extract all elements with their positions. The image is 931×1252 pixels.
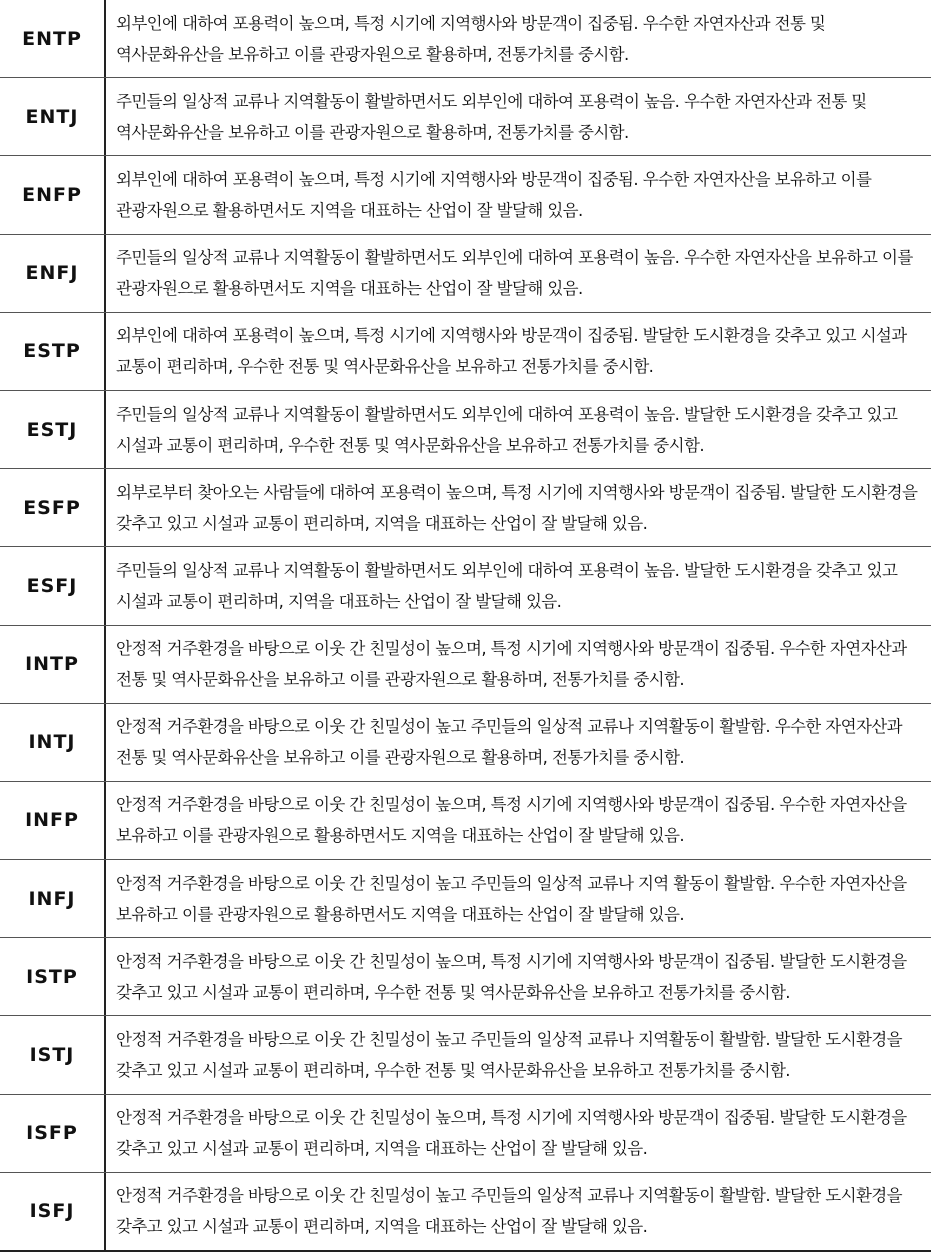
description-cell: 안정적 거주환경을 바탕으로 이웃 간 친밀성이 높으며, 특정 시기에 지역행사와 방문객이 집중됨. 발달한 도시환경을 갖추고 있고 시설과 교통이 편리하며, 우수한 전통 및 역사문화유산을 보유하고 전통가치를 중시함. [116,951,907,1002]
table-row [0,1094,931,1172]
description-cell: 외부인에 대하여 포용력이 높으며, 특정 시기에 지역행사와 방문객이 집중됨. 발달한 도시환경을 갖추고 있고 시설과 교통이 편리하며, 우수한 전통 및 역사문화유산을 보유하고 전통가치를 중시함. [116,326,907,377]
description-cell: 주민들의 일상적 교류나 지역활동이 활발하면서도 외부인에 대하여 포용력이 높음. 발달한 도시환경을 갖추고 있고 시설과 교통이 편리하며, 우수한 전통 및 역사문화유산을 보유하고 전통가치를 중시함. [116,404,898,455]
type-code-cell: ESFP [0,469,106,546]
type-code-cell: ISFP [0,1095,106,1172]
type-code-cell: ENFJ [0,235,106,312]
table-row [0,1015,931,1093]
type-code-cell: INFJ [0,860,106,937]
type-code-cell: ISTP [0,938,106,1015]
type-code-cell: ENTJ [0,78,106,155]
description-cell: 안정적 거주환경을 바탕으로 이웃 간 친밀성이 높으며, 특정 시기에 지역행사와 방문객이 집중됨. 우수한 자연자산을 보유하고 이를 관광자원으로 활용하면서도 지역을 대표하는 산업이 잘 발달해 있음. [116,795,907,846]
table-row [0,703,931,781]
table-row [0,390,931,468]
table-row [0,468,931,546]
table-row [0,546,931,624]
type-code-cell: ISTJ [0,1016,106,1093]
table-row [0,1172,931,1250]
table-row [0,155,931,233]
type-code-cell: INTJ [0,704,106,781]
description-cell: 안정적 거주환경을 바탕으로 이웃 간 친밀성이 높고 주민들의 일상적 교류나 지역 활동이 활발함. 우수한 자연자산을 보유하고 이를 관광자원으로 활용하면서도 지역을 대표하는 산업이 잘 발달해 있음. [116,873,907,924]
type-code-cell: ENFP [0,156,106,233]
type-code-cell: ESFJ [0,547,106,624]
description-cell: 안정적 거주환경을 바탕으로 이웃 간 친밀성이 높고 주민들의 일상적 교류나 지역활동이 활발함. 우수한 자연자산과 전통 및 역사문화유산을 보유하고 이를 관광자원으로 활용하며, 전통가치를 중시함. [116,717,902,768]
table-row [0,937,931,1015]
table-row [0,77,931,155]
description-cell: 안정적 거주환경을 바탕으로 이웃 간 친밀성이 높고 주민들의 일상적 교류나 지역활동이 활발함. 발달한 도시환경을 갖추고 있고 시설과 교통이 편리하며, 지역을 대표하는 산업이 잘 발달해 있음. [116,1186,902,1237]
description-cell: 주민들의 일상적 교류나 지역활동이 활발하면서도 외부인에 대하여 포용력이 높음. 우수한 자연자산을 보유하고 이를 관광자원으로 활용하면서도 지역을 대표하는 산업이 잘 발달해 있음. [116,248,913,299]
type-code-cell: ENTP [0,0,106,77]
description-cell: 주민들의 일상적 교류나 지역활동이 활발하면서도 외부인에 대하여 포용력이 높음. 우수한 자연자산과 전통 및 역사문화유산을 보유하고 이를 관광자원으로 활용하며, 전통가치를 중시함. [116,91,867,142]
description-cell: 외부인에 대하여 포용력이 높으며, 특정 시기에 지역행사와 방문객이 집중됨. 우수한 자연자산을 보유하고 이를 관광자원으로 활용하면서도 지역을 대표하는 산업이 잘 발달해 있음. [116,169,872,220]
table-row [0,859,931,937]
table-row [0,234,931,312]
table-row [0,312,931,390]
type-code-cell: INFP [0,782,106,859]
type-code-cell: ISFJ [0,1173,106,1250]
table-row [0,625,931,703]
description-cell: 안정적 거주환경을 바탕으로 이웃 간 친밀성이 높으며, 특정 시기에 지역행사와 방문객이 집중됨. 발달한 도시환경을 갖추고 있고 시설과 교통이 편리하며, 지역을 대표하는 산업이 잘 발달해 있음. [116,1108,907,1159]
description-cell: 안정적 거주환경을 바탕으로 이웃 간 친밀성이 높으며, 특정 시기에 지역행사와 방문객이 집중됨. 우수한 자연자산과 전통 및 역사문화유산을 보유하고 이를 관광자원으로 활용하며, 전통가치를 중시함. [116,639,907,690]
table-row [0,0,931,77]
table-row [0,781,931,859]
description-cell: 안정적 거주환경을 바탕으로 이웃 간 친밀성이 높고 주민들의 일상적 교류나 지역활동이 활발함. 발달한 도시환경을 갖추고 있고 시설과 교통이 편리하며, 우수한 전통 및 역사문화유산을 보유하고 전통가치를 중시함. [116,1030,902,1081]
type-code-cell: INTP [0,626,106,703]
description-cell: 외부인에 대하여 포용력이 높으며, 특정 시기에 지역행사와 방문객이 집중됨. 우수한 자연자산과 전통 및 역사문화유산을 보유하고 이를 관광자원으로 활용하며, 전통가치를 중시함. [116,13,826,64]
description-cell: 외부로부터 찾아오는 사람들에 대하여 포용력이 높으며, 특정 시기에 지역행사와 방문객이 집중됨. 발달한 도시환경을 갖추고 있고 시설과 교통이 편리하며, 지역을 대표하는 산업이 잘 발달해 있음. [116,482,918,533]
type-code-cell: ESTP [0,313,106,390]
type-code-cell: ESTJ [0,391,106,468]
description-cell: 주민들의 일상적 교류나 지역활동이 활발하면서도 외부인에 대하여 포용력이 높음. 발달한 도시환경을 갖추고 있고 시설과 교통이 편리하며, 지역을 대표하는 산업이 잘 발달해 있음. [116,560,898,611]
